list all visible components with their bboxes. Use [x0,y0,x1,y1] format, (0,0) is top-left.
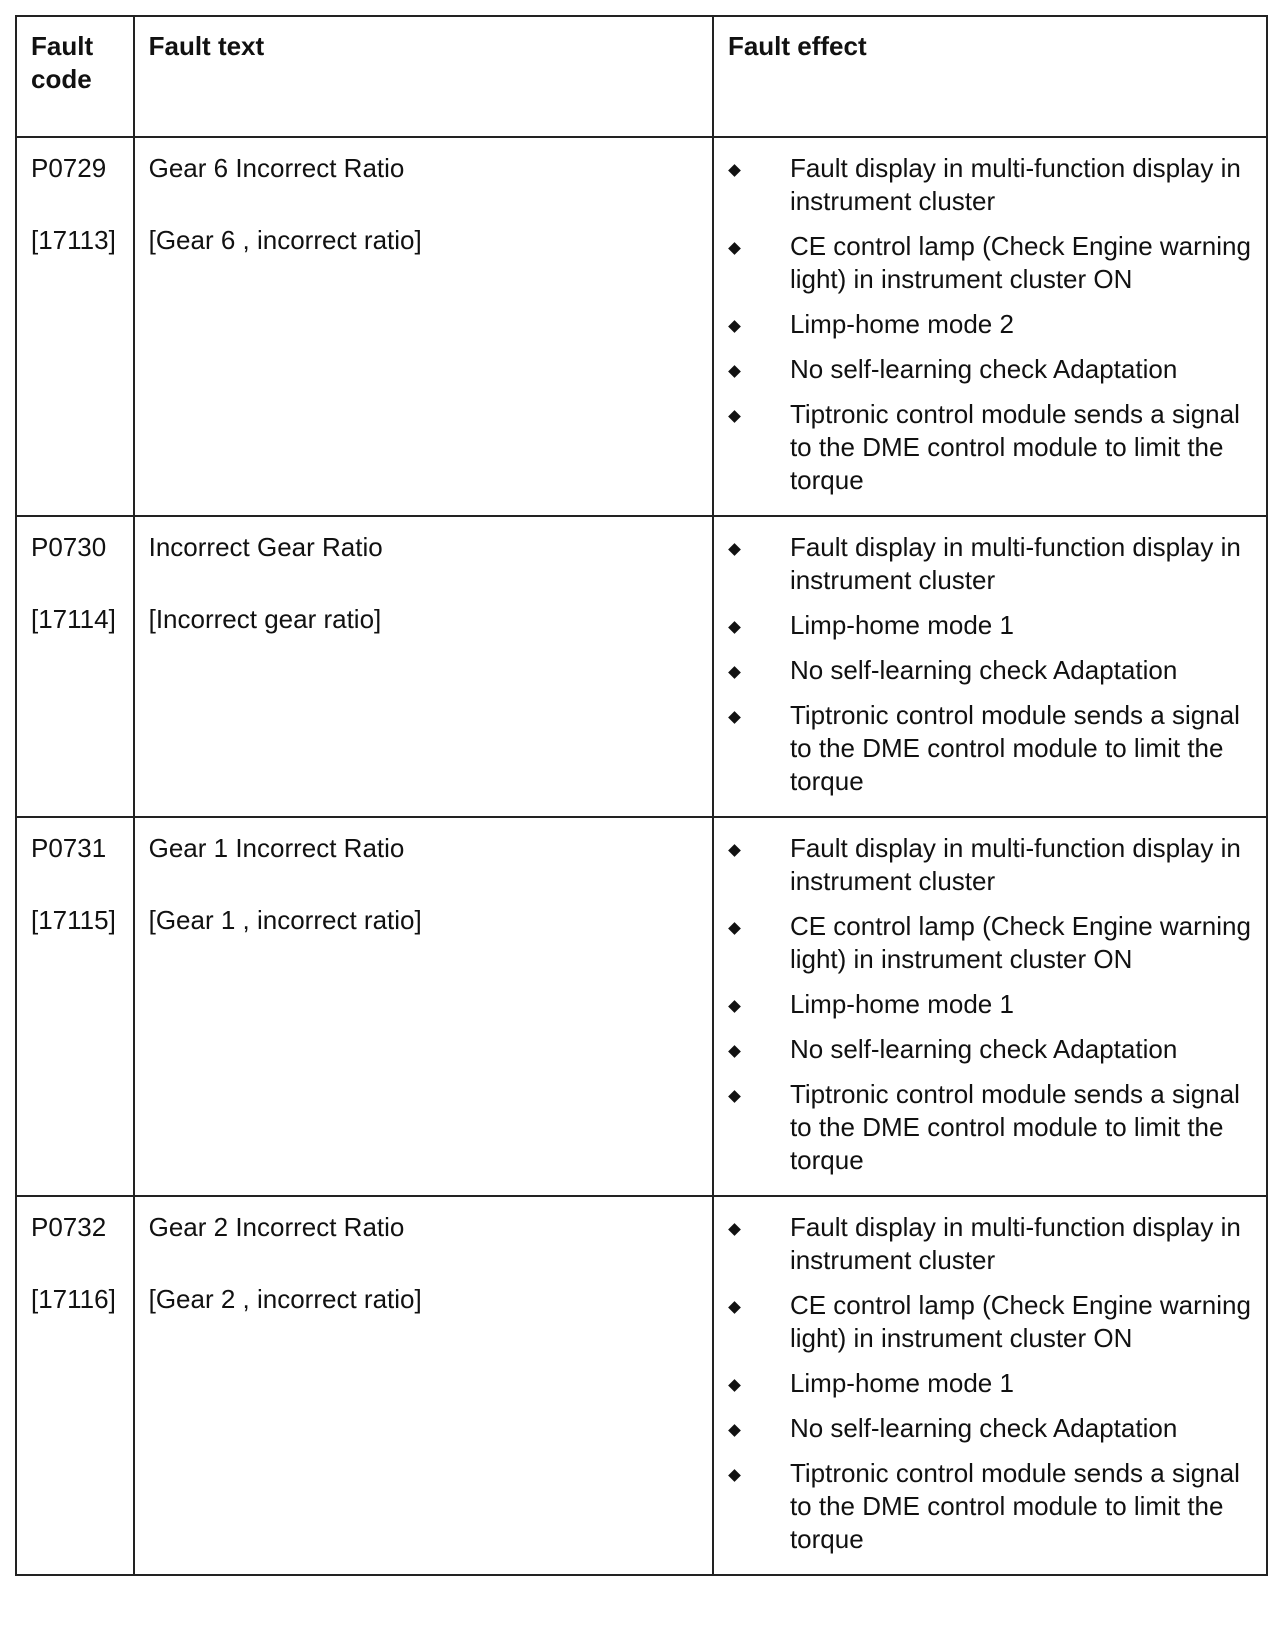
fault-effect-text: Fault display in multi-function display in instrument cluster [789,532,1241,595]
fault-effect-item [728,152,1252,218]
fault-effect-item [728,398,1252,497]
fault-effect-item [728,308,1252,341]
header-fault-text: Fault text [134,16,713,137]
diamond-bullet-icon [728,1424,741,1437]
fault-effect-item [728,1412,1252,1445]
fault-effect-text: Tiptronic control module sends a signal to the DME control module to limit the torque [789,1458,1240,1554]
fault-effect-item [728,1211,1252,1277]
fault-effect-item [728,654,1252,687]
table-row [16,1196,1267,1575]
fault-effect-cell [713,1196,1267,1575]
fault-effect-list [728,832,1252,1177]
fault-text-alt: [Gear 2 , incorrect ratio] [148,1284,422,1314]
fault-code-alt: [17113] [31,225,116,255]
fault-text: Gear 1 Incorrect Ratio [148,833,405,863]
diamond-bullet-icon [728,543,741,556]
fault-effect-list [728,152,1252,497]
fault-effect-text: Tiptronic control module sends a signal to the DME control module to limit the torque [789,1079,1240,1175]
fault-text: Gear 2 Incorrect Ratio [148,1212,405,1242]
fault-effect-text: No self-learning check Adaptation [789,655,1178,685]
fault-effect-item [728,230,1252,296]
fault-effect-cell [713,817,1267,1196]
fault-effect-item [728,609,1252,642]
fault-effect-text: CE control lamp (Check Engine warning light) in instrument cluster ON [789,911,1251,974]
fault-effect-cell [713,137,1267,516]
diamond-bullet-icon [728,365,741,378]
fault-text-cell [134,1196,713,1575]
fault-effect-item [728,531,1252,597]
diamond-bullet-icon [728,1000,741,1013]
fault-code-cell [16,1196,134,1575]
fault-code: P0732 [31,1212,107,1242]
fault-rows [16,137,1267,1575]
fault-effect-list [728,531,1252,798]
diamond-bullet-icon [728,410,741,423]
fault-effect-text: CE control lamp (Check Engine warning light) in instrument cluster ON [789,231,1251,294]
fault-code-alt: [17114] [31,604,116,634]
diamond-bullet-icon [728,242,741,255]
diamond-bullet-icon [728,1469,741,1482]
fault-effect-text: Tiptronic control module sends a signal to the DME control module to limit the torque [789,700,1240,796]
fault-effect-text: Limp-home mode 1 [789,1368,1014,1398]
fault-effect-text: No self-learning check Adaptation [789,1034,1178,1064]
diamond-bullet-icon [728,1045,741,1058]
fault-effect-text: Limp-home mode 1 [789,989,1014,1019]
fault-effect-text: Limp-home mode 1 [789,610,1014,640]
fault-effect-text: No self-learning check Adaptation [789,1413,1178,1443]
diamond-bullet-icon [728,1379,741,1392]
header-fault-effect: Fault effect [713,16,1267,137]
fault-code-cell [16,817,134,1196]
fault-effect-item [728,1457,1252,1556]
fault-text: Gear 6 Incorrect Ratio [148,153,405,183]
fault-code-cell [16,137,134,516]
fault-effect-cell [713,516,1267,817]
fault-effect-item [728,1033,1252,1066]
diamond-bullet-icon [728,711,741,724]
fault-effect-text: Tiptronic control module sends a signal to the DME control module to limit the torque [789,399,1240,495]
table-header-row [16,16,1267,137]
diamond-bullet-icon [728,666,741,679]
fault-text-alt: [Incorrect gear ratio] [148,604,382,634]
fault-text-cell [134,516,713,817]
fault-code: P0729 [31,153,107,183]
table-row [16,137,1267,516]
fault-effect-text: Fault display in multi-function display in instrument cluster [789,833,1241,896]
fault-effect-item [728,353,1252,386]
fault-effect-item [728,988,1252,1021]
fault-text-alt: [Gear 6 , incorrect ratio] [148,225,422,255]
fault-text-cell [134,137,713,516]
fault-code-table [15,15,1268,1576]
table-row [16,817,1267,1196]
diamond-bullet-icon [728,1223,741,1236]
fault-code: P0731 [31,833,107,863]
fault-effect-item [728,910,1252,976]
fault-effect-item [728,1078,1252,1177]
diamond-bullet-icon [728,844,741,857]
diamond-bullet-icon [728,621,741,634]
fault-effect-text: Limp-home mode 2 [789,309,1014,339]
fault-effect-item [728,832,1252,898]
fault-effect-text: Fault display in multi-function display in instrument cluster [789,1212,1241,1275]
fault-effect-text: Fault display in multi-function display in instrument cluster [789,153,1241,216]
fault-text-alt: [Gear 1 , incorrect ratio] [148,905,422,935]
fault-code-alt: [17115] [31,905,116,935]
diamond-bullet-icon [728,320,741,333]
fault-effect-item [728,1367,1252,1400]
fault-text: Incorrect Gear Ratio [148,532,383,562]
fault-effect-item [728,1289,1252,1355]
diamond-bullet-icon [728,1301,741,1314]
diamond-bullet-icon [728,164,741,177]
fault-code-cell [16,516,134,817]
diamond-bullet-icon [728,1090,741,1103]
fault-code-alt: [17116] [31,1284,116,1314]
fault-code: P0730 [31,532,107,562]
fault-effect-item [728,699,1252,798]
fault-effect-text: No self-learning check Adaptation [789,354,1178,384]
fault-effect-text: CE control lamp (Check Engine warning light) in instrument cluster ON [789,1290,1251,1353]
diamond-bullet-icon [728,922,741,935]
fault-effect-list [728,1211,1252,1556]
fault-text-cell [134,817,713,1196]
table-row [16,516,1267,817]
header-fault-code: Fault code [16,16,134,137]
